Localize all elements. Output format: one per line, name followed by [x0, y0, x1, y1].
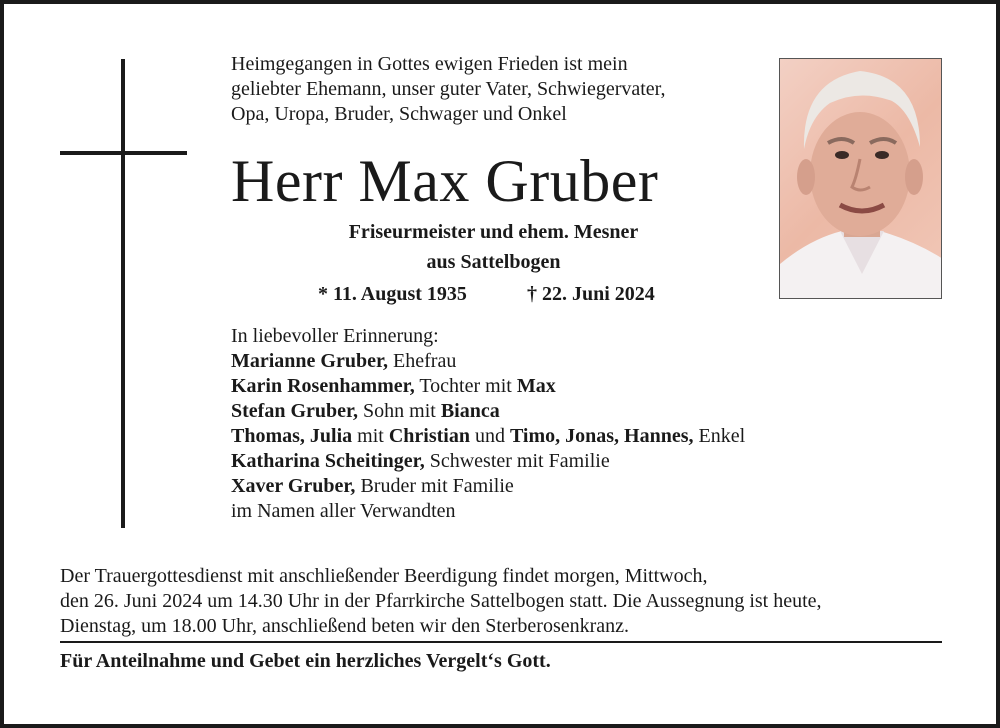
- mourner-name: Stefan Gruber,: [231, 400, 359, 422]
- mourner-row: [231, 374, 745, 399]
- mourner-relation: Ehefrau: [388, 350, 457, 372]
- service-line: Dienstag, um 18.00 Uhr, anschließend beten wir den Sterberosenkranz.: [60, 615, 630, 637]
- cross-icon: [121, 59, 125, 528]
- mourner-partner: Max: [516, 375, 556, 397]
- mourners-closing: im Namen aller Verwandten: [231, 500, 456, 522]
- mourner-connector: mit: [352, 425, 389, 447]
- intro-line: geliebter Ehemann, unser guter Vater, Schwiegervater,: [231, 78, 666, 100]
- mourner-name: Karin Rosenhammer,: [231, 375, 415, 397]
- mourner-row: [231, 399, 745, 424]
- mourner-connector: und: [469, 425, 510, 447]
- mourner-row: [231, 349, 745, 374]
- mourner-name: Xaver Gruber,: [231, 475, 356, 497]
- mourner-name: Katharina Scheitinger,: [231, 450, 425, 472]
- mourner-row: [231, 424, 745, 449]
- portrait-photo: [779, 58, 942, 299]
- service-notice: [60, 564, 950, 639]
- intro-text: [231, 52, 771, 127]
- intro-line: Heimgegangen in Gottes ewigen Frieden ist mein: [231, 53, 628, 75]
- cross-icon-bar: [60, 151, 187, 155]
- mourner-name: Timo, Jonas, Hannes,: [509, 425, 694, 447]
- mourner-relation: Schwester mit Familie: [424, 450, 610, 472]
- death-date: † 22. Juni 2024: [527, 283, 655, 305]
- thanks-line: Für Anteilnahme und Gebet ein herzliches Vergelt‘s Gott.: [60, 650, 551, 672]
- deceased-name: Herr Max Gruber: [231, 148, 659, 214]
- mourner-name: Thomas, Julia: [231, 425, 353, 447]
- mourner-relation: Sohn mit: [358, 400, 441, 422]
- divider: [60, 641, 942, 643]
- birth-date: * 11. August 1935: [318, 283, 467, 305]
- deceased-origin: aus Sattelbogen: [426, 251, 561, 273]
- mourner-name: Marianne Gruber,: [231, 350, 389, 372]
- mourner-partner: Bianca: [440, 400, 500, 422]
- mourners-heading: In liebevoller Erinnerung:: [231, 325, 439, 347]
- mourners-list: [231, 324, 745, 524]
- portrait-image: [780, 59, 942, 299]
- mourner-row: [231, 449, 745, 474]
- mourner-row: [231, 474, 745, 499]
- service-line: den 26. Juni 2024 um 14.30 Uhr in der Pfarrkirche Sattelbogen statt. Die Aussegnung ist heute,: [60, 590, 822, 612]
- mourner-relation: Enkel: [693, 425, 746, 447]
- deceased-occupation: Friseurmeister und ehem. Mesner: [348, 221, 639, 243]
- service-line: Der Trauergottesdienst mit anschließender Beerdigung findet morgen, Mittwoch,: [60, 565, 708, 587]
- mourner-name: Christian: [388, 425, 470, 447]
- mourner-relation: Bruder mit Familie: [355, 475, 514, 497]
- mourner-relation: Tochter mit: [414, 375, 517, 397]
- intro-line: Opa, Uropa, Bruder, Schwager und Onkel: [231, 103, 567, 125]
